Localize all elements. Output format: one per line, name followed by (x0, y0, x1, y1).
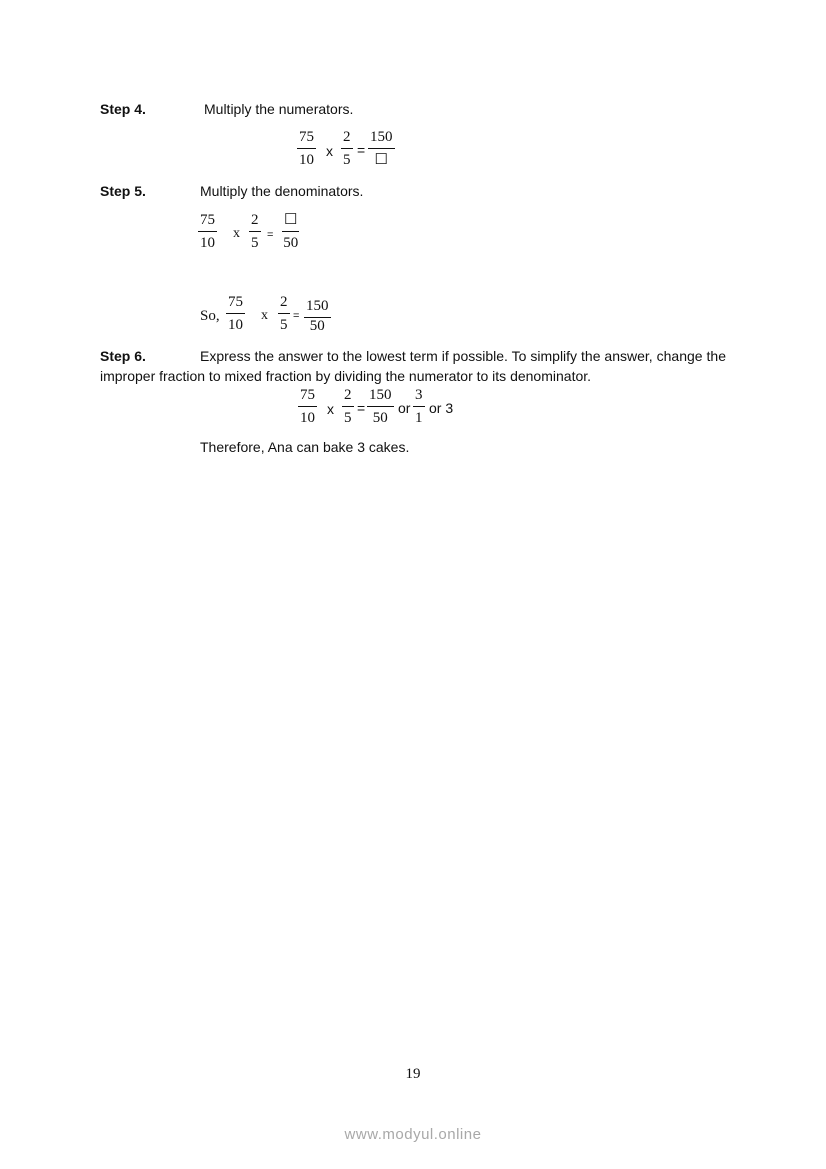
denominator: 5 (280, 317, 288, 333)
or-text: or (398, 400, 411, 416)
fraction-75-10 (299, 387, 316, 427)
fraction-2-5 (279, 294, 289, 334)
numerator: 150 (367, 387, 394, 407)
numerator: 75 (226, 294, 245, 314)
times-sign: x (326, 143, 333, 159)
numerator: 75 (298, 387, 317, 407)
numerator: 150 (304, 298, 331, 318)
denominator: 50 (309, 318, 325, 334)
denominator: 50 (372, 410, 388, 426)
fraction-2-5 (343, 387, 353, 427)
result-fraction (368, 387, 393, 427)
step-6-label: Step 6. (100, 348, 146, 364)
numerator: 150 (368, 129, 395, 149)
step-5-text: Multiply the denominators. (200, 183, 364, 199)
equals-sign: = (357, 142, 366, 158)
numerator: 75 (297, 129, 316, 149)
numerator-blank: ☐ (282, 212, 299, 232)
numerator: 2 (342, 387, 354, 407)
denominator: 10 (200, 235, 215, 251)
numerator: 2 (249, 212, 261, 232)
numerator: 75 (198, 212, 217, 232)
times-sign: x (261, 308, 268, 323)
step-4-label: Step 4. (100, 101, 146, 117)
denominator: 10 (300, 410, 315, 426)
equals-sign: = (267, 229, 274, 241)
or-3-text: or 3 (429, 400, 454, 416)
result-fraction (305, 298, 330, 335)
numerator: 3 (413, 387, 425, 407)
numerator: 2 (278, 294, 290, 314)
equals-sign: = (293, 310, 300, 322)
conclusion-text: Therefore, Ana can bake 3 cakes. (200, 439, 410, 455)
numerator: 2 (341, 129, 353, 149)
watermark: www.modyul.online (344, 1126, 482, 1143)
equals-sign: = (357, 400, 366, 416)
result-fraction (283, 212, 298, 252)
denominator: 10 (228, 317, 243, 333)
page-number: 19 (405, 1066, 421, 1082)
times-sign: x (233, 226, 240, 241)
so-prefix: So, (200, 308, 220, 324)
denominator: 1 (415, 410, 423, 426)
fraction-75-10 (227, 294, 244, 334)
step-5-label: Step 5. (100, 183, 146, 199)
denominator: 5 (343, 152, 351, 168)
denominator: 5 (344, 410, 352, 426)
step-6-paragraph (100, 346, 726, 386)
denominator: 5 (251, 235, 259, 251)
times-sign: x (327, 401, 334, 417)
fraction-2-5 (250, 212, 260, 252)
denominator: 10 (299, 152, 314, 168)
fraction-3-1 (414, 387, 424, 427)
result-fraction (369, 129, 394, 169)
step-6-text: Express the answer to the lowest term if possible. To simplify the answer, change the improper fraction to mixed fraction by dividing the numerator to its denominator. (100, 348, 726, 384)
fraction-2-5 (342, 129, 352, 169)
fraction-75-10 (298, 129, 315, 169)
denominator-blank: ☐ (374, 152, 388, 168)
denominator: 50 (283, 235, 299, 251)
step-4-text: Multiply the numerators. (204, 101, 354, 117)
fraction-75-10 (199, 212, 216, 252)
